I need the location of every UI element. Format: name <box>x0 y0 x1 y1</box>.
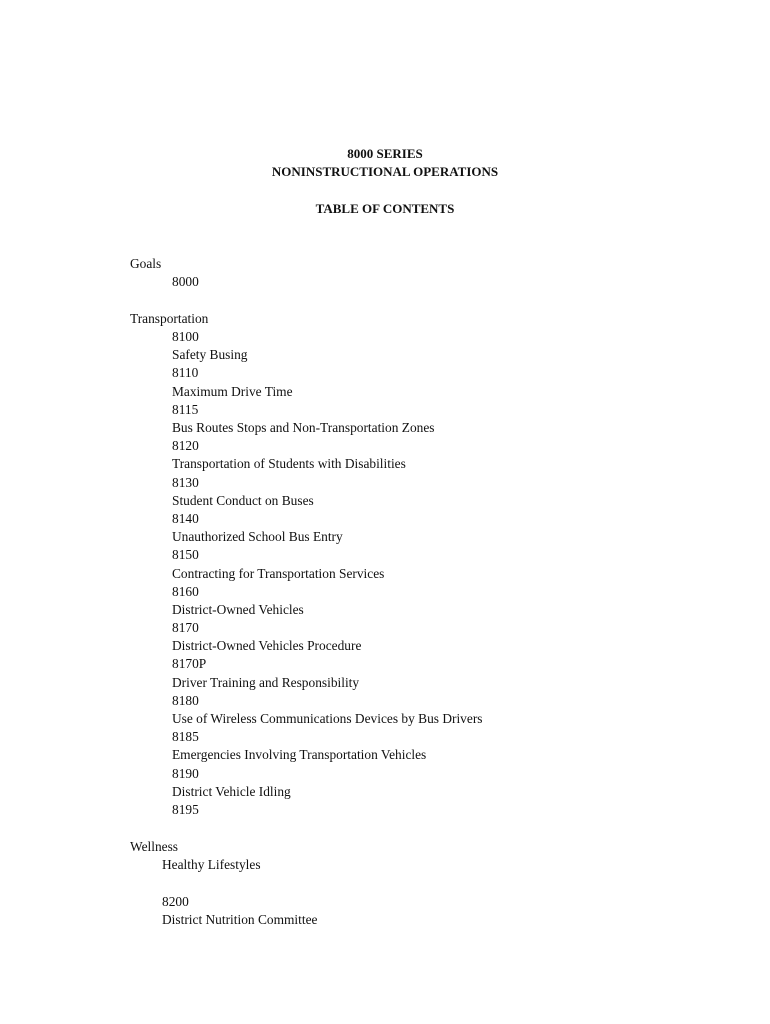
policy-title: Bus Routes Stops and Non-Transportation Zones <box>172 420 435 435</box>
policy-title: Safety Busing <box>172 347 248 363</box>
toc-title: TABLE OF CONTENTS <box>315 201 455 216</box>
policy-title: District Nutrition Committee <box>162 911 318 927</box>
policy-title: Maximum Drive Time <box>172 383 293 399</box>
policy-code: 8130 <box>172 474 199 490</box>
policy-title: District Vehicle Idling <box>172 783 291 799</box>
table-of-contents <box>130 255 730 929</box>
policy-code: 8000 <box>172 274 199 290</box>
policy-title: Contracting for Transportation Services <box>172 565 385 581</box>
policy-title: Driver Training and Responsibility <box>172 674 360 690</box>
series-subtitle: NONINSTRUCTIONAL OPERATIONS <box>271 164 499 179</box>
section-goals: Goals <box>130 256 162 271</box>
policy-code: 8170 <box>172 620 199 636</box>
policy-code: 8115 <box>172 401 199 417</box>
subsection-healthy-lifestyles: Healthy Lifestyles <box>162 856 261 872</box>
series-heading: 8000 SERIES <box>347 146 423 161</box>
policy-title: Transportation of Students with Disabilities <box>172 456 406 472</box>
policy-code: 8170P <box>172 656 207 672</box>
policy-code: 8120 <box>172 438 199 454</box>
section-wellness: Wellness <box>130 838 179 854</box>
policy-title: District-Owned Vehicles <box>172 601 304 617</box>
policy-code: 8110 <box>172 365 199 381</box>
policy-code: 8195 <box>172 801 199 817</box>
policy-title: Use of Wireless Communications Devices by Bus Drivers <box>172 711 483 726</box>
policy-code: 8200 <box>162 893 189 909</box>
policy-code: 8100 <box>172 329 199 345</box>
policy-title: Emergencies Involving Transportation Vehicles <box>172 747 427 763</box>
policy-code: 8180 <box>172 692 199 708</box>
policy-title: Student Conduct on Buses <box>172 492 314 508</box>
policy-code: 8150 <box>172 547 199 563</box>
policy-code: 8190 <box>172 765 199 781</box>
policy-code: 8185 <box>172 729 199 745</box>
policy-code: 8160 <box>172 583 199 599</box>
section-transportation: Transportation <box>130 310 209 326</box>
policy-title: Unauthorized School Bus Entry <box>172 529 343 545</box>
policy-code: 8140 <box>172 510 199 526</box>
policy-title: District-Owned Vehicles Procedure <box>172 638 362 654</box>
